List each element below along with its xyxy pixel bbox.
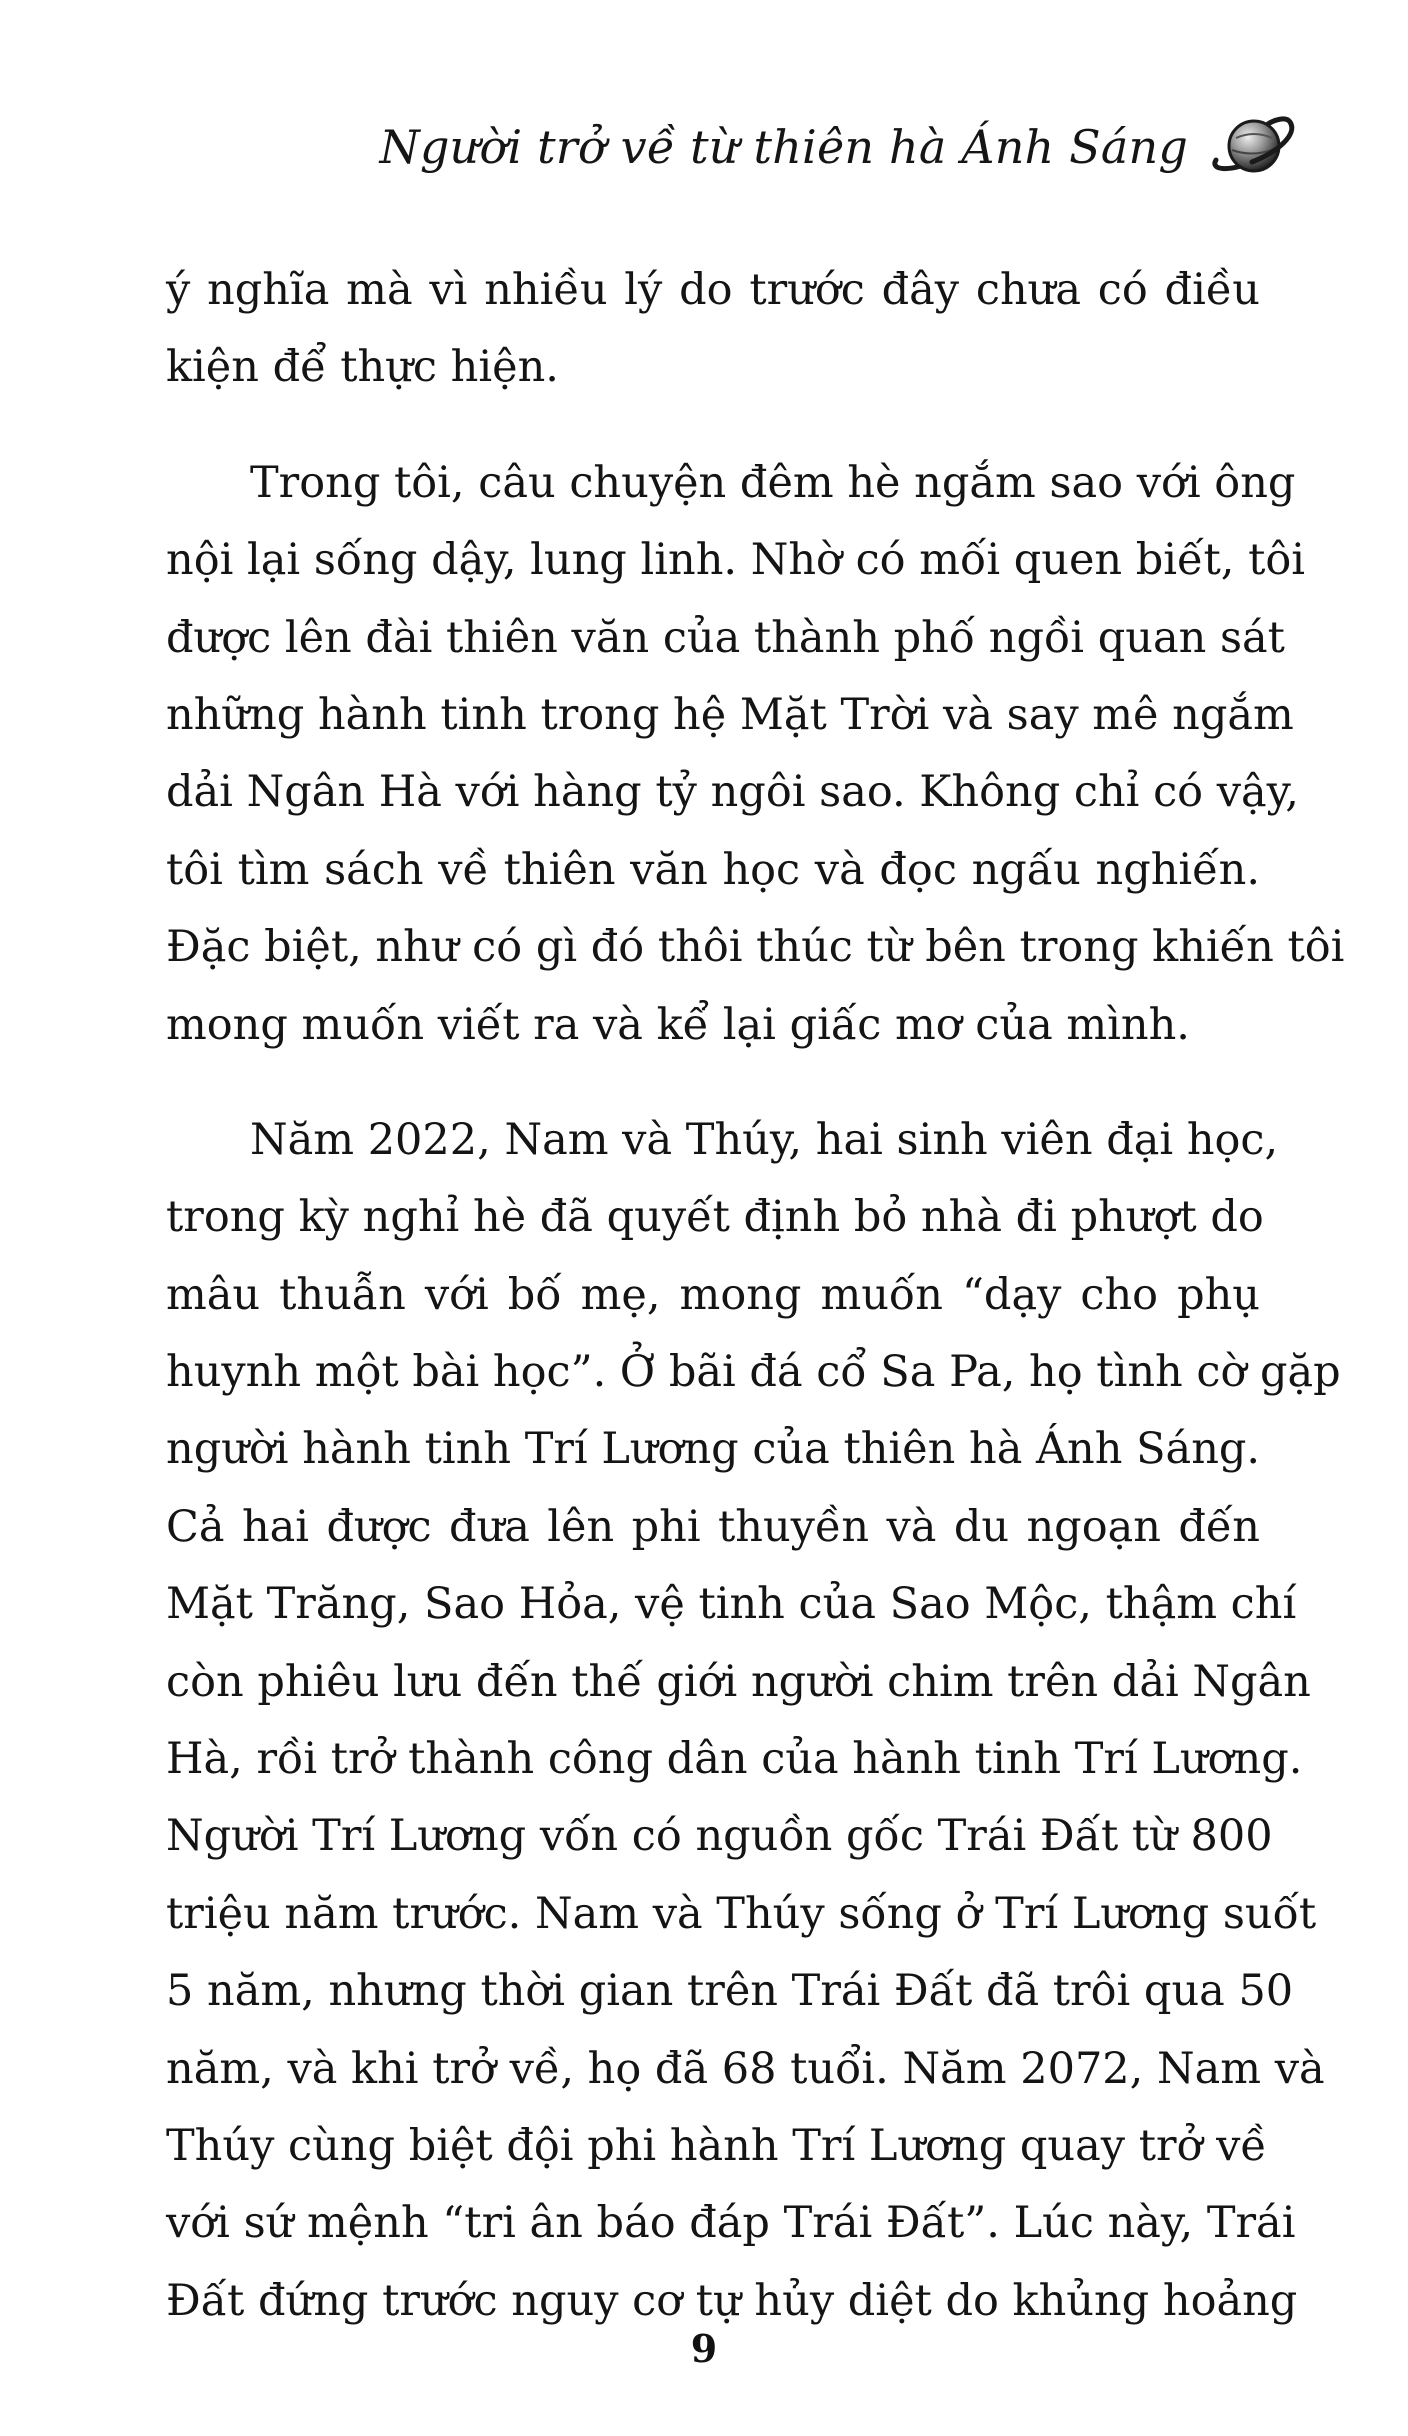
- paragraph: [166, 252, 1260, 407]
- text-line: trong kỳ nghỉ hè đã quyết định bỏ nhà đi phượt do: [166, 1192, 1264, 1243]
- text-line: còn phiêu lưu đến thế giới người chim trên dải Ngân: [166, 1656, 1311, 1707]
- book-title-header: Người trở về từ thiên hà Ánh Sáng: [379, 120, 1188, 174]
- text-line: với sứ mệnh “tri ân báo đáp Trái Đất”. Lúc này, Trái: [166, 2198, 1296, 2249]
- page-number: 9: [690, 2326, 718, 2371]
- text-line: mâu thuẫn với bố mẹ, mong muốn “dạy cho phụ: [166, 1269, 1260, 1320]
- text-line: ý nghĩa mà vì nhiều lý do trước đây chưa có điều: [166, 265, 1260, 315]
- text-line: Năm 2022, Nam và Thúy, hai sinh viên đại học,: [250, 1114, 1279, 1165]
- text-line: Thúy cùng biệt đội phi hành Trí Lương quay trở về: [166, 2120, 1267, 2171]
- body-text: [166, 252, 1345, 2340]
- text-line: mong muốn viết ra và kể lại giấc mơ của mình.: [166, 999, 1190, 1050]
- text-line: dải Ngân Hà với hàng tỷ ngôi sao. Không chỉ có vậy,: [166, 767, 1299, 818]
- text-line: những hành tinh trong hệ Mặt Trời và say mê ngắm: [166, 689, 1294, 740]
- text-line: Hà, rồi trở thành công dân của hành tinh Trí Lương.: [166, 1734, 1303, 1785]
- text-line: huynh một bài học”. Ở bãi đá cổ Sa Pa, họ tình cờ gặp: [166, 1347, 1341, 1398]
- saturn-planet-icon: [1208, 108, 1300, 186]
- text-line: kiện để thực hiện.: [166, 342, 559, 393]
- text-line: 5 năm, nhưng thời gian trên Trái Đất đã trôi qua 50: [166, 1966, 1294, 2017]
- paragraph: [166, 445, 1345, 1064]
- text-line: nội lại sống dậy, lung linh. Nhờ có mối quen biết, tôi: [166, 535, 1306, 586]
- running-header: [380, 108, 1300, 186]
- text-line: được lên đài thiên văn của thành phố ngồi quan sát: [166, 612, 1285, 663]
- text-line: Cả hai được đưa lên phi thuyền và du ngoạn đến: [166, 1501, 1260, 1552]
- text-line: Mặt Trăng, Sao Hỏa, vệ tinh của Sao Mộc, thậm chí: [166, 1579, 1297, 1630]
- text-line: năm, và khi trở về, họ đã 68 tuổi. Năm 2072, Nam và: [166, 2043, 1325, 2094]
- text-line: Người Trí Lương vốn có nguồn gốc Trái Đất từ 800: [166, 1811, 1273, 1862]
- text-line: tôi tìm sách về thiên văn học và đọc ngấu nghiến.: [166, 844, 1260, 895]
- text-line: Đất đứng trước nguy cơ tự hủy diệt do khủng hoảng: [166, 2275, 1298, 2326]
- text-line: Đặc biệt, như có gì đó thôi thúc từ bên trong khiến tôi: [166, 922, 1345, 973]
- paragraph: [166, 1102, 1341, 2340]
- text-line: người hành tinh Trí Lương của thiên hà Ánh Sáng.: [166, 1424, 1261, 1475]
- text-line: Trong tôi, câu chuyện đêm hè ngắm sao với ông: [250, 457, 1296, 508]
- text-line: triệu năm trước. Nam và Thúy sống ở Trí Lương suốt: [166, 1888, 1317, 1939]
